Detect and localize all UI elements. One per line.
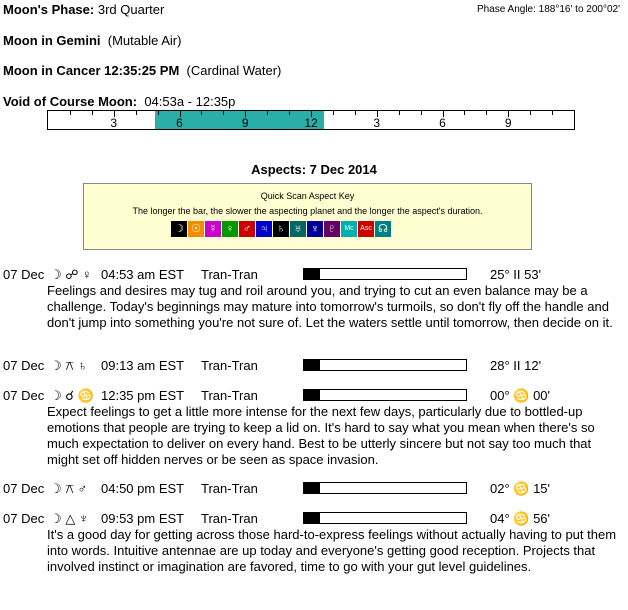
timeline-tick — [333, 111, 334, 115]
aspect-type: Tran-Tran — [201, 388, 258, 403]
timeline-tick — [70, 111, 71, 115]
aspect-time: 09:13 am EST — [101, 358, 185, 373]
aspect-entry — [3, 511, 623, 575]
aspect-time: 04:50 pm EST — [101, 481, 185, 496]
aspect-description: It's a good day for getting across those hard-to-express feelings without actually having to put them into words. Intuitive antennae are up today and everyone's getting good reception. Projects that involved instinct or imagination are favored, time to go with your gut level guidelines. — [47, 527, 617, 574]
aspect-glyphs: ☽ △ ♆ — [50, 511, 89, 526]
aspect-entry — [3, 267, 623, 331]
moon-sign-2-row — [3, 63, 281, 78]
voc-value: 04:53a - 12:35p — [144, 94, 236, 109]
voc-label: Void of Course Moon: — [3, 94, 138, 109]
node-icon: ☊ — [375, 221, 392, 237]
void-of-course-timeline — [47, 110, 575, 130]
aspect-position: 28° II 12' — [490, 358, 542, 373]
timeline-tick — [530, 111, 531, 115]
timeline-tick — [486, 111, 487, 115]
sun-icon: ☉ — [188, 221, 205, 237]
void-of-course-row — [3, 94, 235, 109]
timeline-label: 3 — [373, 116, 381, 130]
mars-icon: ♂ — [239, 221, 256, 237]
aspect-glyphs: ☽ ⚻ ♂ — [50, 481, 88, 496]
aspect-type: Tran-Tran — [201, 358, 258, 373]
timeline-tick — [223, 111, 224, 115]
aspect-key-description: The longer the bar, the slower the aspecting planet and the longer the aspect's duration. — [132, 206, 483, 216]
ascendant-icon: Asc — [358, 221, 375, 237]
timeline-label: 3 — [110, 116, 118, 130]
timeline-tick — [267, 111, 268, 115]
aspect-date: 07 Dec — [3, 388, 45, 403]
aspect-duration-fill — [304, 483, 320, 493]
aspect-description: Feelings and desires may tug and roil around you, and trying to cut an even balance may be a challenge. Today's beginnings may mature into tomorrow's turmoils, so don't fly off the handle and don't jump into something you're not sure of. Let the waters settle until tomorrow, then decide on it. — [47, 283, 613, 330]
aspect-row — [3, 481, 623, 497]
midheaven-icon: Mc — [341, 221, 358, 237]
timeline-label: 12 — [304, 116, 318, 130]
aspect-duration-bar — [303, 389, 467, 401]
aspect-duration-bar — [303, 268, 467, 280]
timeline-tick — [464, 111, 465, 115]
timeline-label: 9 — [504, 116, 512, 130]
moon-sign-1-element: (Mutable Air) — [107, 33, 182, 48]
aspect-row — [3, 511, 623, 527]
aspect-key-cells — [171, 221, 392, 237]
mercury-icon: ☿ — [205, 221, 222, 237]
timeline-label: 6 — [176, 116, 183, 130]
moon-phase-row — [3, 2, 164, 17]
aspect-row — [3, 267, 623, 283]
timeline-tick — [92, 111, 93, 115]
aspect-row — [3, 358, 623, 374]
timeline-tick — [158, 111, 159, 115]
neptune-icon: ♆ — [307, 221, 324, 237]
aspect-row — [3, 388, 623, 404]
aspect-position: 02° ♋ 15' — [490, 481, 551, 496]
aspect-glyphs: ☽ ☌ ♋ — [50, 388, 94, 403]
moon-phase-label: Moon's Phase: — [3, 2, 95, 17]
aspect-type: Tran-Tran — [201, 481, 258, 496]
timeline-label: 6 — [439, 116, 446, 130]
aspects-title: Aspects: 7 Dec 2014 — [251, 162, 377, 177]
aspect-duration-fill — [304, 513, 320, 523]
timeline-tick — [136, 111, 137, 115]
aspect-duration-bar — [303, 359, 467, 371]
aspect-glyphs: ☽ ☍ ♀ — [50, 267, 92, 282]
aspect-duration-fill — [304, 269, 320, 279]
timeline-tick — [399, 111, 400, 115]
timeline-tick — [355, 111, 356, 115]
aspect-entry — [3, 358, 623, 374]
aspect-entry — [3, 388, 623, 468]
aspect-glyphs: ☽ ⚻ ♄ — [50, 358, 88, 373]
moon-sign-1-label: Moon in Gemini — [3, 33, 101, 48]
pluto-icon: ♇ — [324, 221, 341, 237]
moon-icon: ☽ — [171, 221, 188, 237]
aspect-description: Expect feelings to get a little more intense for the next few days, particularly due to bottled-up emotions that people are trying to keep a lid on. It's hard to say what you mean when there's so much expectation to deliver on every hand. Best to be utterly sincere but not say too much that might set off hidden nerves or be seen as space invasion. — [47, 404, 595, 467]
aspect-type: Tran-Tran — [201, 267, 258, 282]
aspect-time: 04:53 am EST — [101, 267, 185, 282]
aspect-time: 09:53 pm EST — [101, 511, 185, 526]
timeline-tick — [201, 111, 202, 115]
phase-angle: Phase Angle: 188°16' to 200°02' — [476, 4, 620, 15]
aspect-entry — [3, 481, 623, 497]
moon-sign-1-row — [3, 33, 181, 48]
jupiter-icon: ♃ — [256, 221, 273, 237]
aspect-time: 12:35 pm EST — [101, 388, 185, 403]
aspect-position: 25° II 53' — [490, 267, 542, 282]
aspect-type: Tran-Tran — [201, 511, 258, 526]
aspect-duration-bar — [303, 512, 467, 524]
aspect-position: 00° ♋ 00' — [490, 388, 551, 403]
timeline-tick — [552, 111, 553, 115]
timeline-label: 9 — [241, 116, 249, 130]
aspect-date: 07 Dec — [3, 358, 45, 373]
aspect-date: 07 Dec — [3, 511, 45, 526]
timeline-tick — [289, 111, 290, 115]
aspect-key-title: Quick Scan Aspect Key — [260, 191, 355, 201]
aspect-duration-fill — [304, 360, 320, 370]
aspect-date: 07 Dec — [3, 481, 45, 496]
aspect-duration-bar — [303, 482, 467, 494]
moon-phase-value: 3rd Quarter — [97, 2, 165, 17]
aspect-key-box — [83, 183, 532, 250]
aspect-date: 07 Dec — [3, 267, 45, 282]
uranus-icon: ♅ — [290, 221, 307, 237]
venus-icon: ♀ — [222, 221, 239, 237]
timeline-tick — [421, 111, 422, 115]
saturn-icon: ♄ — [273, 221, 290, 237]
aspect-position: 04° ♋ 56' — [490, 511, 551, 526]
moon-sign-2-element: (Cardinal Water) — [186, 63, 282, 78]
aspect-duration-fill — [304, 390, 320, 400]
moon-sign-2-label: Moon in Cancer 12:35:25 PM — [3, 63, 180, 78]
